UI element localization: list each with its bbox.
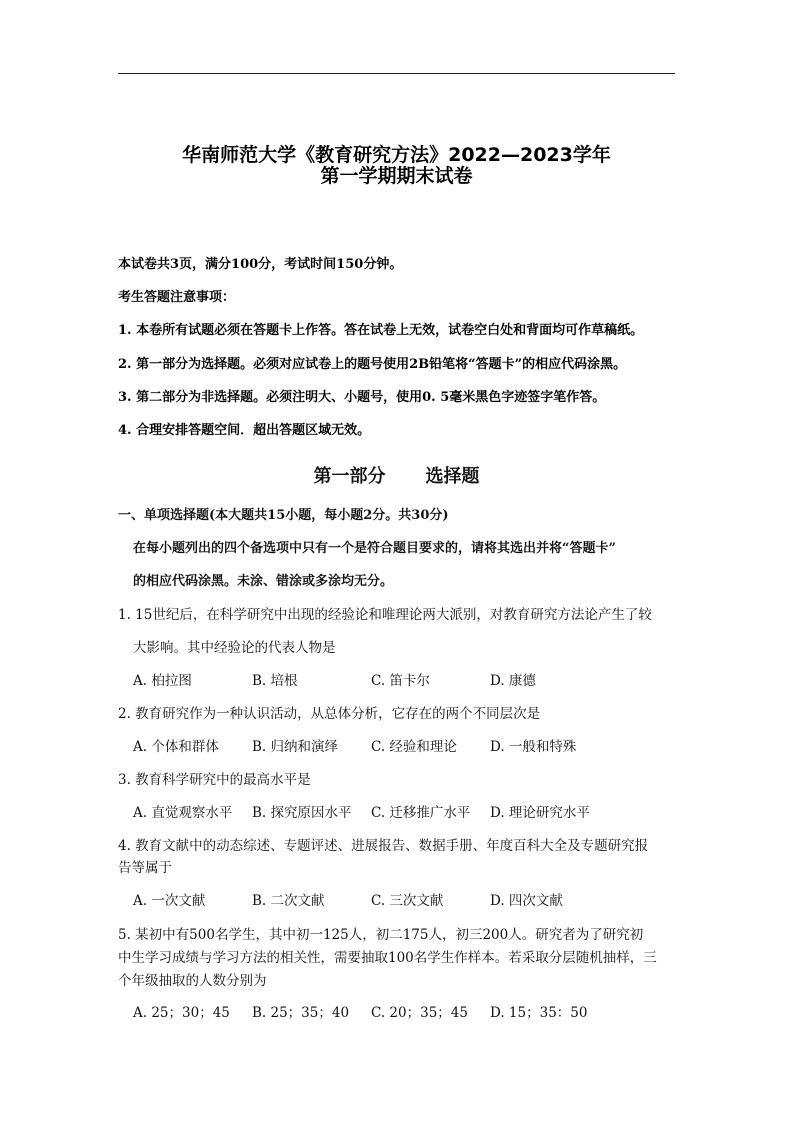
part-heading [0, 462, 793, 488]
part-name: 选择题 [425, 466, 480, 487]
note-item: 3. 第二部分为非选择题。必须注明大、小题号，使用0. 5毫米黑色字迹签字笔作答。 [118, 390, 606, 405]
option-b: B. 二次文献 [252, 893, 325, 909]
question-options [133, 672, 609, 690]
option-d: D. 一般和特殊 [490, 739, 577, 755]
option-b: B. 25；35；40 [252, 1005, 350, 1021]
option-a: A. 一次文献 [133, 893, 206, 909]
option-b: B. 归纳和演绎 [252, 739, 339, 755]
exam-title-line2: 第一学期期末试卷 [320, 165, 473, 187]
question-stem: 2. 教育研究作为一种认识活动，从总体分析，它存在的两个不同层次是 [118, 706, 541, 722]
question-stem: 大影响。其中经验论的代表人物是 [133, 640, 336, 656]
option-d: D. 康德 [490, 673, 536, 689]
option-c: C. 笛卡尔 [371, 673, 430, 689]
section-instruction: 的相应代码涂黑。未涂、错涂或多涂均无分。 [133, 574, 394, 589]
option-c: C. 20；35；45 [371, 1005, 468, 1021]
exam-title-line1: 华南师范大学《教育研究方法》2022—2023学年 [182, 144, 611, 166]
option-d: D. 15；35：50 [490, 1005, 588, 1021]
question-options [133, 804, 609, 822]
notes-heading: 考生答题注意事项： [118, 290, 236, 305]
question-stem: 告等属于 [118, 860, 172, 876]
exam-summary: 本试卷共3页，满分100分，考试时间150分钟。 [118, 257, 403, 272]
note-item: 4. 合理安排答题空间．超出答题区域无效。 [118, 423, 371, 438]
option-c: C. 迁移推广水平 [371, 805, 471, 821]
option-a: A. 直觉观察水平 [133, 805, 233, 821]
option-a: A. 25；30；45 [133, 1005, 230, 1021]
question-stem: 4. 教育文献中的动态综述、专题评述、进展报告、数据手册、年度百科大全及专题研究报 [118, 838, 649, 854]
option-b: B. 探究原因水平 [252, 805, 352, 821]
option-a: A. 个体和群体 [133, 739, 219, 755]
part-label: 第一部分 [313, 466, 386, 487]
note-item: 1. 本卷所有试题必须在答题卡上作答。答在试卷上无效，试卷空白处和背面均可作草稿纸。 [118, 323, 644, 338]
option-c: C. 三次文献 [371, 893, 444, 909]
section-instruction: 在每小题列出的四个备选项中只有一个是符合题目要求的，请将其选出并将“答题卡” [133, 541, 616, 556]
question-stem: 个年级抽取的人数分别为 [118, 973, 267, 989]
section-heading: 一、单项选择题(本大题共15小题，每小题2分。共30分) [118, 508, 449, 523]
note-item: 2. 第一部分为选择题。必须对应试卷上的题号使用2B铅笔将“答题卡”的相应代码涂黑。 [118, 357, 627, 372]
option-c: C. 经验和理论 [371, 739, 457, 755]
question-options [133, 892, 609, 910]
option-d: D. 四次文献 [490, 893, 563, 909]
option-b: B. 培根 [252, 673, 298, 689]
question-options [133, 738, 609, 756]
question-stem: 3. 教育科学研究中的最高水平是 [118, 772, 311, 788]
option-d: D. 理论研究水平 [490, 805, 590, 821]
question-options [133, 1004, 609, 1022]
question-stem: 中生学习成绩与学习方法的相关性，需要抽取100名学生作样本。若采取分层随机抽样，三 [118, 950, 657, 966]
header-rule [118, 73, 675, 74]
question-stem: 1. 15世纪后，在科学研究中出现的经验论和唯理论两大派别，对教育研究方法论产生了较 [118, 607, 652, 623]
question-stem: 5. 某初中有500名学生，其中初一125人，初二175人，初三200人。研究者为了研究初 [118, 927, 644, 943]
option-a: A. 柏拉图 [133, 673, 192, 689]
